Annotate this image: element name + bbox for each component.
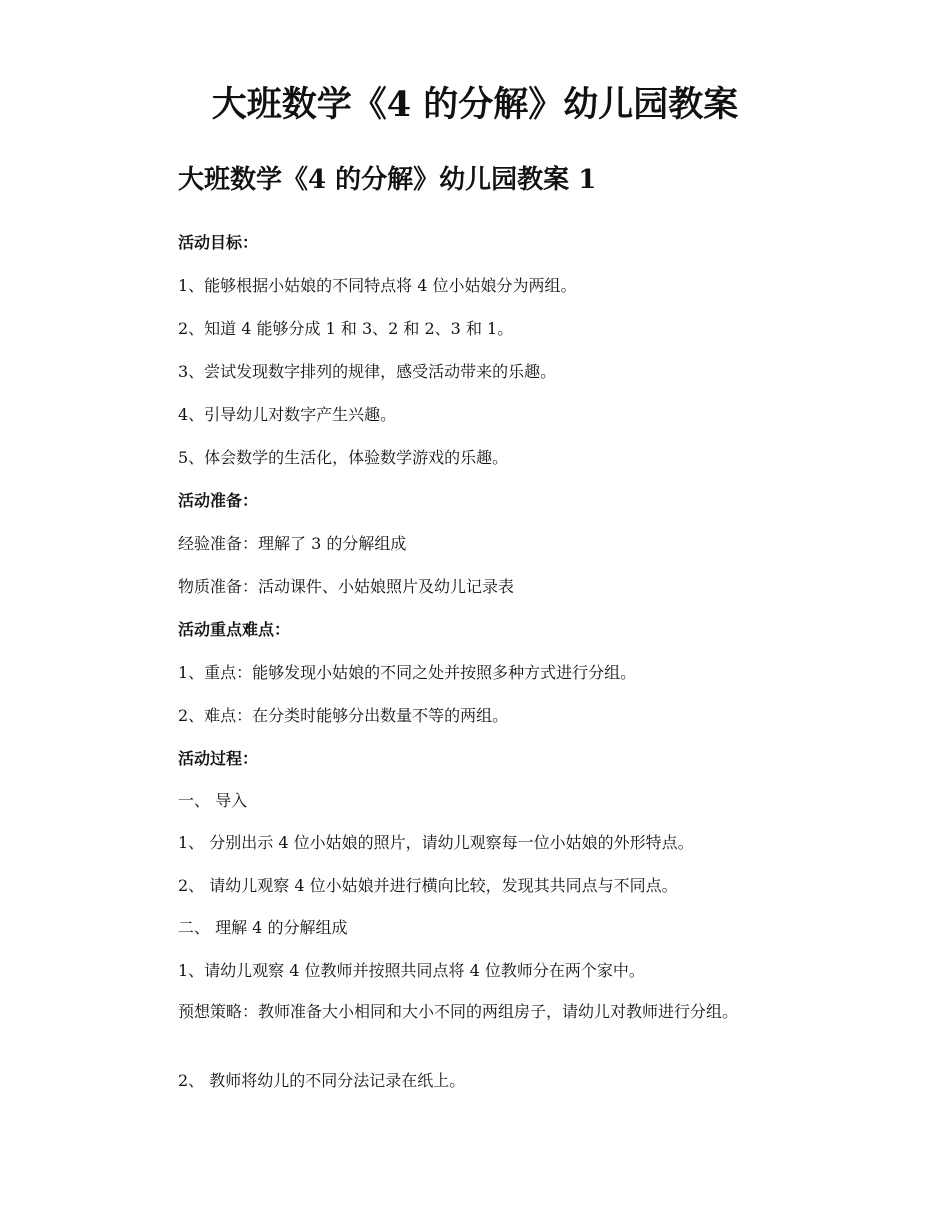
process-item: 1、请幼儿观察 4 位教师并按照共同点将 4 位教师分在两个家中。	[178, 961, 645, 980]
section-title: 大班数学《4 的分解》幼儿园教案 1	[178, 165, 597, 195]
key-point-item: 2、难点：在分类时能够分出数量不等的两组。	[178, 706, 509, 725]
goal-item: 1、能够根据小姑娘的不同特点将 4 位小姑娘分为两组。	[178, 276, 577, 295]
preparation-heading: 活动准备：	[178, 491, 259, 510]
key-points-heading: 活动重点难点：	[178, 620, 291, 639]
process-strategy: 预想策略：教师准备大小相同和大小不同的两组房子，请幼儿对教师进行分组。	[178, 1002, 739, 1021]
goals-heading: 活动目标：	[178, 233, 259, 252]
process-item: 一、 导入	[178, 791, 248, 810]
goal-item: 4、引导幼儿对数字产生兴趣。	[178, 405, 397, 424]
process-heading: 活动过程：	[178, 749, 259, 768]
process-item: 2、 请幼儿观察 4 位小姑娘并进行横向比较，发现其共同点与不同点。	[178, 876, 678, 895]
document-title: 大班数学《4 的分解》幼儿园教案	[211, 84, 739, 125]
goal-item: 3、尝试发现数字排列的规律，感受活动带来的乐趣。	[178, 362, 557, 381]
goal-item: 2、知道 4 能够分成 1 和 3、2 和 2、3 和 1。	[178, 319, 514, 338]
goal-item: 5、体会数学的生活化，体验数学游戏的乐趣。	[178, 448, 509, 467]
process-item: 1、 分别出示 4 位小姑娘的照片，请幼儿观察每一位小姑娘的外形特点。	[178, 833, 694, 852]
preparation-item: 经验准备：理解了 3 的分解组成	[178, 534, 407, 553]
preparation-item: 物质准备：活动课件、小姑娘照片及幼儿记录表	[178, 577, 515, 596]
process-item: 二、 理解 4 的分解组成	[178, 918, 348, 937]
process-item: 2、 教师将幼儿的不同分法记录在纸上。	[178, 1071, 466, 1090]
key-point-item: 1、重点：能够发现小姑娘的不同之处并按照多种方式进行分组。	[178, 663, 637, 682]
